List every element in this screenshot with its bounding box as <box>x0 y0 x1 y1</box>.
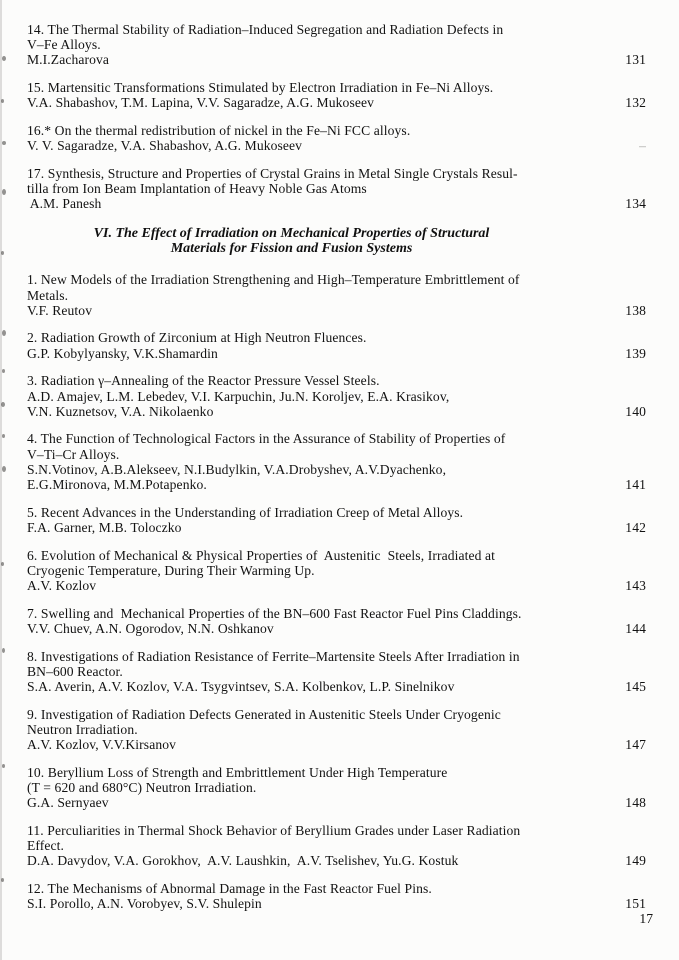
toc-entry <box>27 166 646 212</box>
section-heading-line-1: VI. The Effect of Irradiation on Mechanical Properties of Structural <box>93 225 490 241</box>
toc-entries-top <box>27 22 646 212</box>
entry-authors-line: E.G.Mironova, M.M.Potapenko. <box>27 477 207 493</box>
entry-page-number: 140 <box>625 403 646 419</box>
scan-artifact <box>2 56 6 61</box>
entry-authors-line: V.A. Shabashov, T.M. Lapina, V.V. Sagaradze, A.G. Mukoseev <box>27 95 374 111</box>
entry-last-row <box>27 196 646 211</box>
entry-last-row <box>27 303 646 318</box>
entry-title-line: 3. Radiation γ–Annealing of the Reactor Pressure Vessel Steels. <box>27 373 380 389</box>
toc-entry <box>27 548 646 594</box>
toc-entry <box>27 505 646 535</box>
entry-title-line: (T = 620 and 680°C) Neutron Irradiation. <box>27 780 257 796</box>
entry-authors-line: V.F. Reutov <box>27 302 93 318</box>
entry-authors-line: A.D. Amajev, L.M. Lebedev, V.I. Karpuchin, Ju.N. Koroljev, E.A. Krasikov, <box>27 388 450 404</box>
toc-entry <box>27 22 646 68</box>
entry-title-line: BN–600 Reactor. <box>27 663 123 679</box>
toc-entry <box>27 606 646 636</box>
toc-entry <box>27 330 646 360</box>
entry-last-row <box>27 896 646 911</box>
section-heading-line-2: Materials for Fission and Fusion Systems <box>170 240 413 256</box>
entry-page-number: 142 <box>625 519 646 535</box>
entry-title-line: 11. Perculiarities in Thermal Shock Behavior of Beryllium Grades under Laser Radiation <box>27 823 521 839</box>
entry-last-row <box>27 621 646 636</box>
toc-content <box>27 22 646 924</box>
entry-last-row <box>27 404 646 419</box>
entry-page-number: 141 <box>625 477 646 493</box>
entry-title-line: V–Fe Alloys. <box>27 37 101 53</box>
scan-artifact <box>2 466 6 472</box>
entry-page-number: – <box>639 138 646 154</box>
toc-entry <box>27 707 646 753</box>
scan-artifact <box>2 330 6 336</box>
entry-page-number: 149 <box>625 853 646 869</box>
scan-artifact <box>2 369 5 373</box>
scan-artifact <box>1 562 4 566</box>
scan-artifact <box>2 764 5 768</box>
entry-authors-line: A.V. Kozlov, V.V.Kirsanov <box>27 737 177 753</box>
entry-title-line: 12. The Mechanisms of Abnormal Damage in the Fast Reactor Fuel Pins. <box>27 881 432 897</box>
entry-authors-line: G.A. Sernyaev <box>27 795 109 811</box>
entry-authors-line: G.P. Kobylyansky, V.K.Shamardin <box>27 345 218 361</box>
toc-entry <box>27 431 646 492</box>
entry-last-row <box>27 95 646 110</box>
entry-page-number: 139 <box>625 345 646 361</box>
page-number-footer: 17 <box>639 911 653 926</box>
entry-page-number: 134 <box>625 196 646 212</box>
entry-title-line: 16.* On the thermal redistribution of nickel in the Fe–Ni FCC alloys. <box>27 123 411 139</box>
entry-title-line: 5. Recent Advances in the Understanding of Irradiation Creep of Metal Alloys. <box>27 504 464 520</box>
entry-authors-line: S.A. Averin, A.V. Kozlov, V.A. Tsygvintsev, S.A. Kolbenkov, L.P. Sinelnikov <box>27 679 455 695</box>
scan-artifact <box>1 402 5 407</box>
entry-page-number: 132 <box>625 95 646 111</box>
entry-page-number: 138 <box>625 302 646 318</box>
entry-authors-line: D.A. Davydov, V.A. Gorokhov, A.V. Laushkin, A.V. Tselishev, Yu.G. Kostuk <box>27 853 459 869</box>
entry-page-number: 145 <box>625 679 646 695</box>
entry-title-line: V–Ti–Cr Alloys. <box>27 446 120 462</box>
entry-page-number: 151 <box>625 896 646 912</box>
entry-page-number: 147 <box>625 737 646 753</box>
entry-authors-line: A.M. Panesh <box>27 196 102 212</box>
entry-title-line: 4. The Function of Technological Factors in the Assurance of Stability of Properties of <box>27 431 506 447</box>
entry-page-number: 131 <box>625 52 646 68</box>
entry-title-line: 17. Synthesis, Structure and Properties of Crystal Grains in Metal Single Crystals Resul- <box>27 165 518 181</box>
toc-entry <box>27 649 646 695</box>
entry-authors-line: A.V. Kozlov <box>27 578 97 594</box>
entry-last-row <box>27 477 646 492</box>
entry-last-row <box>27 795 646 810</box>
entry-page-number: 144 <box>625 621 646 636</box>
entry-last-row <box>27 578 646 593</box>
toc-entry <box>27 80 646 110</box>
toc-entry <box>27 373 646 419</box>
scan-artifact <box>1 99 4 103</box>
entry-title-line: 2. Radiation Growth of Zirconium at High Neutron Fluences. <box>27 330 367 346</box>
scan-artifact <box>2 648 5 653</box>
scan-artifact <box>1 251 4 255</box>
entry-title-line: 10. Beryllium Loss of Strength and Embrittlement Under High Temperature <box>27 764 448 780</box>
entry-title-line: Effect. <box>27 838 65 854</box>
entry-title-line: 6. Evolution of Mechanical & Physical Properties of Austenitic Steels, Irradiated at <box>27 547 496 563</box>
entry-title-line: 15. Martensitic Transformations Stimulated by Electron Irradiation in Fe–Ni Alloys. <box>27 80 494 96</box>
entry-title-line: 7. Swelling and Mechanical Properties of the BN–600 Fast Reactor Fuel Pins Claddings. <box>27 605 522 621</box>
section-heading <box>27 226 646 257</box>
scan-artifact <box>2 141 6 145</box>
toc-entry <box>27 765 646 811</box>
entry-authors-line: M.I.Zacharova <box>27 52 110 68</box>
entry-authors-line: V.N. Kuznetsov, V.A. Nikolaenko <box>27 403 214 419</box>
entry-title-line: Neutron Irradiation. <box>27 722 138 738</box>
entry-last-row <box>27 737 646 752</box>
entry-title-line: 1. New Models of the Irradiation Strengthening and High–Temperature Embrittlement of <box>27 272 520 288</box>
toc-entry <box>27 272 646 318</box>
toc-entry <box>27 123 646 153</box>
entry-authors-line: S.N.Votinov, A.B.Alekseev, N.I.Budylkin, V.A.Drobyshev, A.V.Dyachenko, <box>27 461 447 477</box>
entry-authors-line: F.A. Garner, M.B. Toloczko <box>27 519 182 535</box>
entry-last-row <box>27 853 646 868</box>
toc-entry <box>27 823 646 869</box>
entry-last-row <box>27 679 646 694</box>
entry-title-line: 8. Investigations of Radiation Resistance of Ferrite–Martensite Steels After Irradiation in <box>27 648 520 664</box>
scan-artifact <box>2 434 5 438</box>
scan-artifact <box>2 189 6 195</box>
entry-title-line: tilla from Ion Beam Implantation of Heavy Noble Gas Atoms <box>27 181 367 197</box>
entry-authors-line: V. V. Sagaradze, V.A. Shabashov, A.G. Mukoseev <box>27 138 303 154</box>
toc-entries-section <box>27 272 646 911</box>
entry-page-number: 148 <box>625 795 646 811</box>
toc-entry <box>27 881 646 911</box>
entry-last-row <box>27 52 646 67</box>
entry-title-line: Metals. <box>27 287 69 303</box>
entry-authors-line: V.V. Chuev, A.N. Ogorodov, N.N. Oshkanov <box>27 621 274 636</box>
entry-title-line: 14. The Thermal Stability of Radiation–Induced Segregation and Radiation Defects in <box>27 22 504 37</box>
entry-title-line: 9. Investigation of Radiation Defects Generated in Austenitic Steels Under Cryogenic <box>27 706 501 722</box>
entry-last-row <box>27 138 646 153</box>
scan-artifact <box>1 878 4 882</box>
entry-authors-line: S.I. Porollo, A.N. Vorobyev, S.V. Shulepin <box>27 896 262 912</box>
entry-title-line: Cryogenic Temperature, During Their Warming Up. <box>27 562 315 578</box>
entry-last-row <box>27 520 646 535</box>
entry-last-row <box>27 346 646 361</box>
entry-page-number: 143 <box>625 578 646 594</box>
